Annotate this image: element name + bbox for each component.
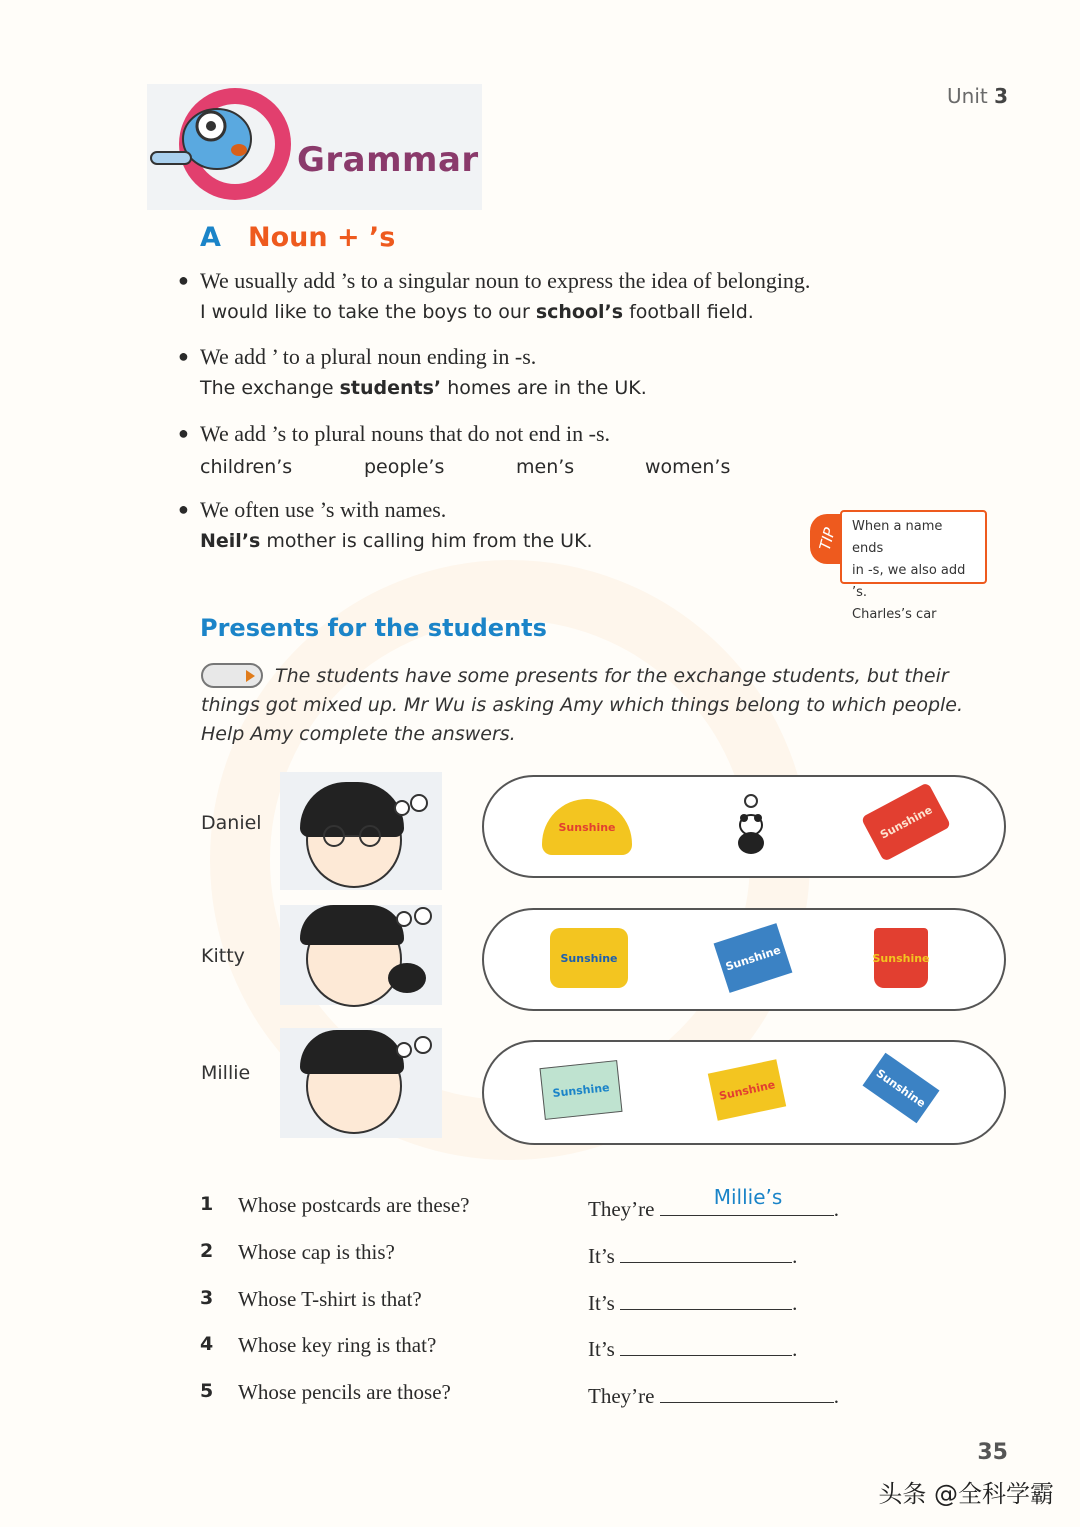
example-bold: students’	[339, 377, 442, 399]
hair-icon	[300, 905, 404, 945]
activity-title: Presents for the students	[200, 614, 547, 642]
example-bold: school’s	[535, 301, 624, 323]
pencil-case-icon: Sunshine	[861, 782, 952, 862]
rule-example	[200, 377, 647, 399]
kitty-portrait	[280, 905, 442, 1005]
question-number: 3	[200, 1287, 214, 1309]
answer-blank[interactable]	[620, 1287, 792, 1310]
answer-blank[interactable]	[620, 1240, 792, 1263]
example-word: people’s	[364, 456, 445, 478]
answer-prefix: They’re	[588, 1384, 655, 1408]
question-text: Whose T-shirt is that?	[238, 1287, 422, 1311]
section-title: Noun + ’s	[248, 222, 396, 253]
bullet-icon: ●	[178, 423, 189, 443]
rule-text: We usually add ’s to a singular noun to express the idea of belonging.	[200, 268, 811, 293]
millie-items-cloud	[482, 1040, 1006, 1145]
cap-icon: Sunshine	[542, 799, 632, 855]
glasses-icon	[318, 824, 388, 848]
tip-box	[840, 510, 987, 622]
bullet-icon: ●	[178, 270, 189, 290]
rule-text: We add ’s to plural nouns that do not end in -s.	[200, 421, 611, 446]
example-text: mother is calling him from the UK.	[260, 530, 593, 552]
ponytail-icon	[388, 963, 426, 993]
pencils-icon: Sunshine	[862, 1053, 939, 1124]
answer-prefix: They’re	[588, 1197, 655, 1221]
answer-line: It’s .	[588, 1287, 797, 1316]
rule-example	[200, 530, 593, 552]
kitty-items-cloud	[482, 908, 1006, 1011]
activity-instruction: The students have some presents for the exchange students, but their things got mixed up. Mr Wu is asking Amy which things belong to which people. Help Amy complete the answers.	[201, 665, 964, 745]
millie-portrait	[280, 1028, 442, 1138]
mug-icon: Sunshine	[874, 928, 928, 988]
page-number: 35	[977, 1440, 1008, 1465]
answer-line: They’re Millie’s .	[588, 1185, 839, 1221]
panda-key-ring-icon	[734, 793, 768, 857]
unit-number: 3	[994, 84, 1008, 108]
daniel-items-cloud	[482, 775, 1006, 878]
bullet-icon: ●	[178, 346, 189, 366]
answer-line: They’re .	[588, 1380, 839, 1409]
thought-bubble-icon	[396, 1042, 412, 1058]
rule-text: We often use ’s with names.	[200, 497, 447, 522]
example-word: women’s	[645, 456, 731, 478]
thought-bubble-icon	[394, 800, 410, 816]
person-name: Kitty	[201, 945, 245, 967]
thought-bubble-icon	[414, 1036, 432, 1054]
example-word: men’s	[516, 456, 575, 478]
example-text: football field.	[623, 301, 754, 323]
person-name: Millie	[201, 1062, 251, 1084]
rule-text: We add ’ to a plural noun ending in -s.	[200, 344, 537, 369]
question-number: 2	[200, 1240, 214, 1262]
tip-line: When a name ends	[852, 519, 943, 556]
example-word: children’s	[200, 456, 293, 478]
unit-label	[947, 84, 1008, 108]
person-name: Daniel	[201, 812, 262, 834]
question-text: Whose pencils are those?	[238, 1380, 451, 1404]
thought-bubble-icon	[396, 911, 412, 927]
answer-blank[interactable]	[620, 1333, 792, 1356]
magnifier-dog-icon	[147, 84, 297, 210]
filled-answer: Millie’s	[713, 1185, 783, 1209]
unit-label-text: Unit	[947, 84, 988, 108]
tip-line: Charles’s car	[852, 607, 937, 622]
example-text: I would like to take the boys to our	[200, 301, 536, 323]
watermark-text: 头条 @全科学霸	[878, 1480, 1054, 1508]
example-bold: Neil’s	[200, 530, 261, 552]
tip-line: in -s, we also add ’s.	[852, 563, 966, 600]
question-text: Whose postcards are these?	[238, 1193, 470, 1217]
postcards-icon: Sunshine	[539, 1060, 622, 1120]
question-number: 1	[200, 1193, 214, 1215]
answer-line: It’s .	[588, 1240, 797, 1269]
rule-example	[200, 301, 754, 323]
poster-icon: Sunshine	[708, 1059, 786, 1121]
chocolate-icon: Sunshine	[714, 923, 793, 993]
answer-blank[interactable]	[660, 1380, 834, 1403]
example-text: The exchange	[200, 377, 340, 399]
question-number: 4	[200, 1333, 214, 1355]
section-letter: A	[200, 222, 221, 253]
question-text: Whose key ring is that?	[238, 1333, 437, 1357]
tip-badge-label: TIP	[815, 525, 839, 553]
question-number: 5	[200, 1380, 214, 1402]
banner-title: Grammar	[297, 140, 479, 180]
answer-line: It’s .	[588, 1333, 797, 1362]
answer-prefix: It’s	[588, 1291, 615, 1315]
example-text: homes are in the UK.	[441, 377, 647, 399]
t-shirt-icon: Sunshine	[550, 928, 628, 988]
tip-badge	[810, 514, 844, 564]
answer-prefix: It’s	[588, 1337, 615, 1361]
answer-prefix: It’s	[588, 1244, 615, 1268]
bullet-icon: ●	[178, 499, 189, 519]
question-text: Whose cap is this?	[238, 1240, 395, 1264]
hair-icon	[300, 1030, 404, 1074]
daniel-portrait	[280, 772, 442, 890]
thought-bubble-icon	[410, 794, 428, 812]
thought-bubble-icon	[414, 907, 432, 925]
